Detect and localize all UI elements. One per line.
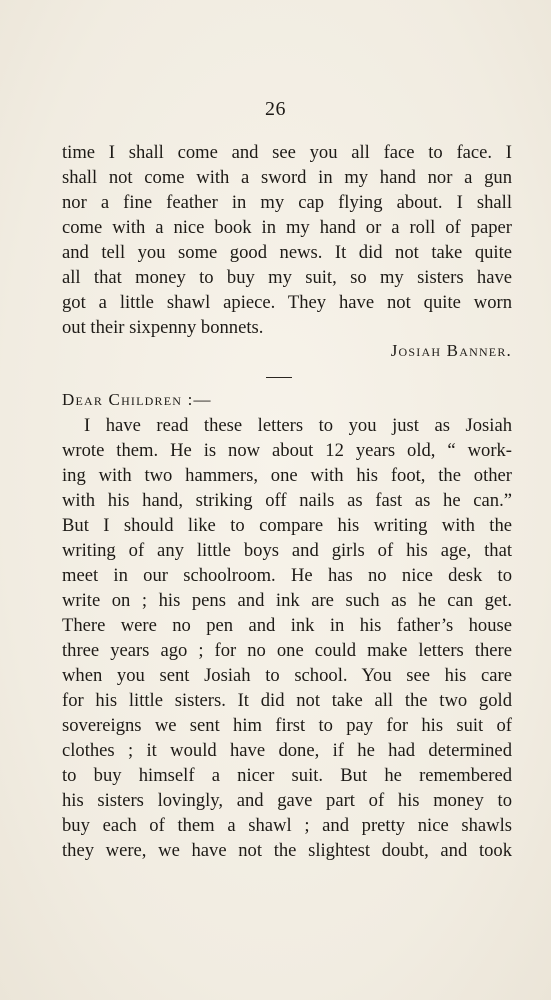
signature: Josiah Banner. (390, 341, 512, 360)
text-line: to buy himself a nicer suit. But he remembered (62, 765, 512, 786)
text-line: all that money to buy my suit, so my sisters have (62, 267, 512, 288)
text-line: with his hand, striking off nails as fast as he can.” (62, 490, 512, 511)
text-line: three years ago ; for no one could make letters there (62, 640, 512, 661)
text-line: writing of any little boys and girls of his age, that (62, 540, 512, 561)
text-line: they were, we have not the slightest doubt, and took (62, 840, 512, 861)
text-line: shall not come with a sword in my hand nor a gun (62, 167, 512, 188)
salutation: Dear Children :— (62, 390, 212, 409)
text-line: wrote them. He is now about 12 years old, “ work- (62, 440, 512, 461)
text-line: I have read these letters to you just as Josiah (84, 415, 512, 436)
text-line: out their sixpenny bonnets. (62, 317, 264, 338)
text-line: clothes ; it would have done, if he had determined (62, 740, 512, 761)
text-line: buy each of them a shawl ; and pretty nice shawls (62, 815, 512, 836)
text-line: sovereigns we sent him first to pay for his suit of (62, 715, 512, 736)
text-line: got a little shawl apiece. They have not quite worn (62, 292, 512, 313)
text-line: his sisters lovingly, and gave part of his money to (62, 790, 512, 811)
text-line: But I should like to compare his writing with the (62, 515, 512, 536)
text-line: write on ; his pens and ink are such as he can get. (62, 590, 512, 611)
text-line: for his little sisters. It did not take all the two gold (62, 690, 512, 711)
text-line: ing with two hammers, one with his foot, the other (62, 465, 512, 486)
text-line: and tell you some good news. It did not take quite (62, 242, 512, 263)
text-line: time I shall come and see you all face to face. I (62, 142, 512, 163)
text-line: come with a nice book in my hand or a roll of paper (62, 217, 512, 238)
text-line: when you sent Josiah to school. You see his care (62, 665, 512, 686)
text-line: There were no pen and ink in his father’s house (62, 615, 512, 636)
page-number: 26 (265, 98, 286, 120)
section-divider (266, 377, 292, 378)
text-line: meet in our schoolroom. He has no nice desk to (62, 565, 512, 586)
text-line: nor a fine feather in my cap flying about. I shall (62, 192, 512, 213)
